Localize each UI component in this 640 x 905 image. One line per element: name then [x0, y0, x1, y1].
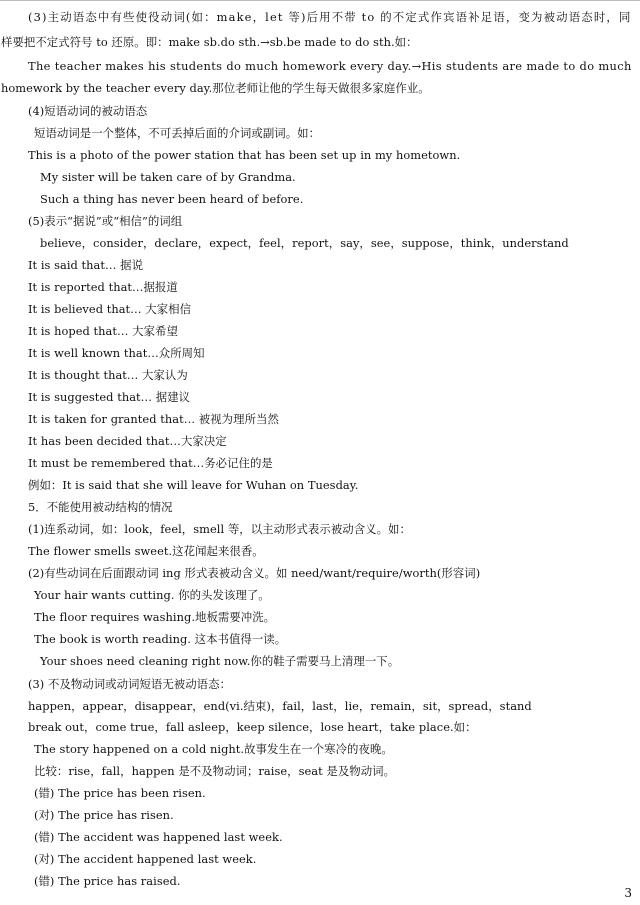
- text-line: My sister will be taken care of by Grandma.: [40, 170, 296, 184]
- text-line: This is a photo of the power station that has been set up in my hometown.: [28, 148, 461, 162]
- text-line: (2)有些动词在后面跟动词 ing 形式表被动含义。如 need/want/require/worth(形容词): [28, 566, 481, 580]
- text-line: Such a thing has never been heard of before.: [40, 192, 304, 206]
- text-line: It is taken for granted that… 被视为理所当然: [28, 412, 279, 426]
- text-line: believe，consider，declare，expect，feel，report，say，see，suppose，think，understand: [40, 236, 569, 250]
- text-line: 样要把不定式符号 to 还原。即：make sb.do sth.→sb.be made to do sth.如：: [1, 35, 418, 49]
- text-line: 例如：It is said that she will leave for Wuhan on Tuesday.: [28, 478, 359, 492]
- text-line: It is hoped that… 大家希望: [28, 324, 178, 338]
- text-line: (错) The price has raised.: [34, 874, 181, 888]
- text-line: 5．不能使用被动结构的情况: [28, 500, 173, 514]
- text-line: It must be remembered that…务必记住的是: [28, 456, 273, 470]
- text-line: It is thought that… 大家认为: [28, 368, 188, 382]
- text-line: break out，come true，fall asleep，keep silence，lose heart，take place.如：: [28, 720, 477, 734]
- text-line: The flower smells sweet.这花闻起来很香。: [28, 544, 264, 558]
- text-line: (5)表示“据说”或“相信”的词组: [28, 214, 183, 228]
- text-line: happen，appear，disappear，end(vi.结束)，fail，last，lie，remain，sit，spread，stand: [28, 699, 532, 713]
- text-line: The floor requires washing.地板需要冲洗。: [34, 610, 276, 624]
- page-number: 3: [624, 886, 632, 900]
- text-line: (对) The price has risen.: [34, 808, 174, 822]
- text-line: It has been decided that…大家决定: [28, 434, 227, 448]
- text-line: (对) The accident happened last week.: [34, 852, 257, 866]
- text-line: homework by the teacher every day.那位老师让他的学生每天做很多家庭作业。: [1, 81, 430, 95]
- text-line: The book is worth reading. 这本书值得一读。: [34, 632, 287, 646]
- text-line: The story happened on a cold night.故事发生在一个寒冷的夜晚。: [34, 742, 393, 756]
- text-line: (4)短语动词的被动语态: [28, 104, 148, 118]
- text-line: 比较：rise，fall，happen 是不及物动词；raise，seat 是及物动词。: [34, 764, 396, 778]
- text-line: It is believed that… 大家相信: [28, 302, 192, 316]
- text-line: (错) The accident was happened last week.: [34, 830, 283, 844]
- text-line: (3) 不及物动词或动词短语无被动语态：: [28, 677, 232, 691]
- text-line: 短语动词是一个整体，不可丢掉后面的介词或副词。如：: [34, 126, 321, 140]
- text-line: (错) The price has been risen.: [34, 786, 206, 800]
- text-line: Your hair wants cutting. 你的头发该理了。: [34, 588, 270, 602]
- text-line: (3)主动语态中有些使役动词(如：make，let 等)后用不带 to 的不定式作宾语补足语，变为被动语态时，同: [28, 10, 632, 24]
- text-line: The teacher makes his students do much homework every day.→His students are made to do much: [28, 59, 632, 73]
- text-line: It is suggested that… 据建议: [28, 390, 191, 404]
- header-rule: [0, 0, 640, 1]
- text-line: Your shoes need cleaning right now.你的鞋子需要马上清理一下。: [40, 654, 400, 668]
- text-line: It is well known that…众所周知: [28, 346, 205, 360]
- text-line: It is reported that…据报道: [28, 280, 178, 294]
- text-line: (1)连系动词，如：look，feel，smell 等，以主动形式表示被动含义。如：: [28, 522, 411, 536]
- text-line: It is said that… 据说: [28, 258, 144, 272]
